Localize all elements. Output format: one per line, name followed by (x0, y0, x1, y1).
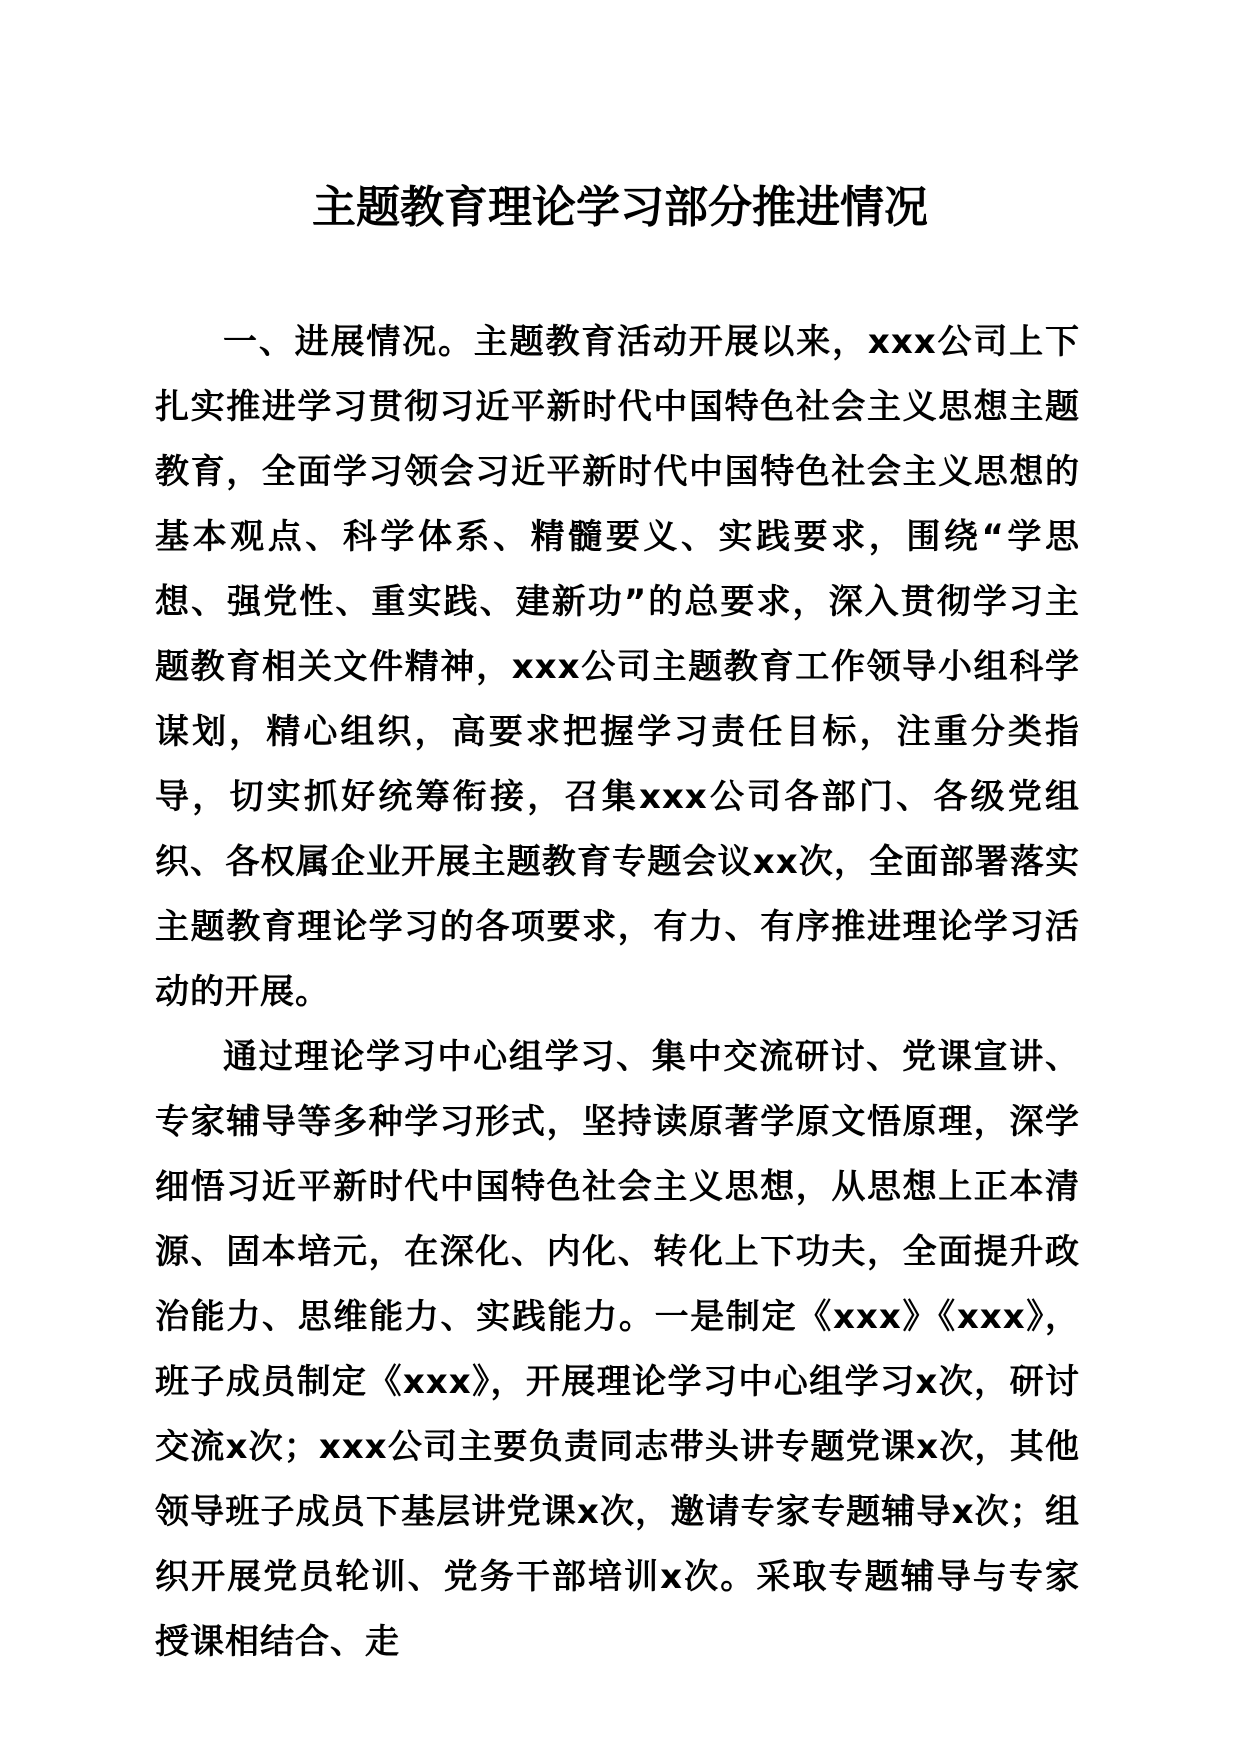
paragraph-study-methods: 通过理论学习中心组学习、集中交流研讨、党课宣讲、专家辅导等多种学习形式，坚持读原著学原文悟原理，深学细悟习近平新时代中国特色社会主义思想，从思想上正本清源、固本培元，在深化、内化、转化上下功夫，全面提升政治能力、思维能力、实践能力。一是制定《xxx》《xxx》，班子成员制定《xxx》，开展理论学习中心组学习x次，研讨交流x次；xxx公司主要负责同志带头讲专题党课x次，其他领导班子成员下基层讲党课x次，邀请专家专题辅导x次；组织开展党员轮训、党务干部培训x次。采取专题辅导与专家授课相结合、走 (155, 1037, 1081, 1662)
document-body (155, 310, 1080, 1675)
document-title: 主题教育理论学习部分推进情况 (312, 182, 928, 233)
paragraph-progress: 一、进展情况。主题教育活动开展以来，xxx公司上下扎实推进学习贯彻习近平新时代中国特色社会主义思想主题教育，全面学习领会习近平新时代中国特色社会主义思想的基本观点、科学体系、精髓要义、实践要求，围绕“学思想、强党性、重实践、建新功”的总要求，深入贯彻学习主题教育相关文件精神，xxx公司主题教育工作领导小组科学谋划，精心组织，高要求把握学习责任目标，注重分类指导，切实抓好统筹衔接，召集xxx公司各部门、各级党组织、各权属企业开展主题教育专题会议xx次，全面部署落实主题教育理论学习的各项要求，有力、有序推进理论学习活动的开展。 (155, 322, 1080, 1012)
